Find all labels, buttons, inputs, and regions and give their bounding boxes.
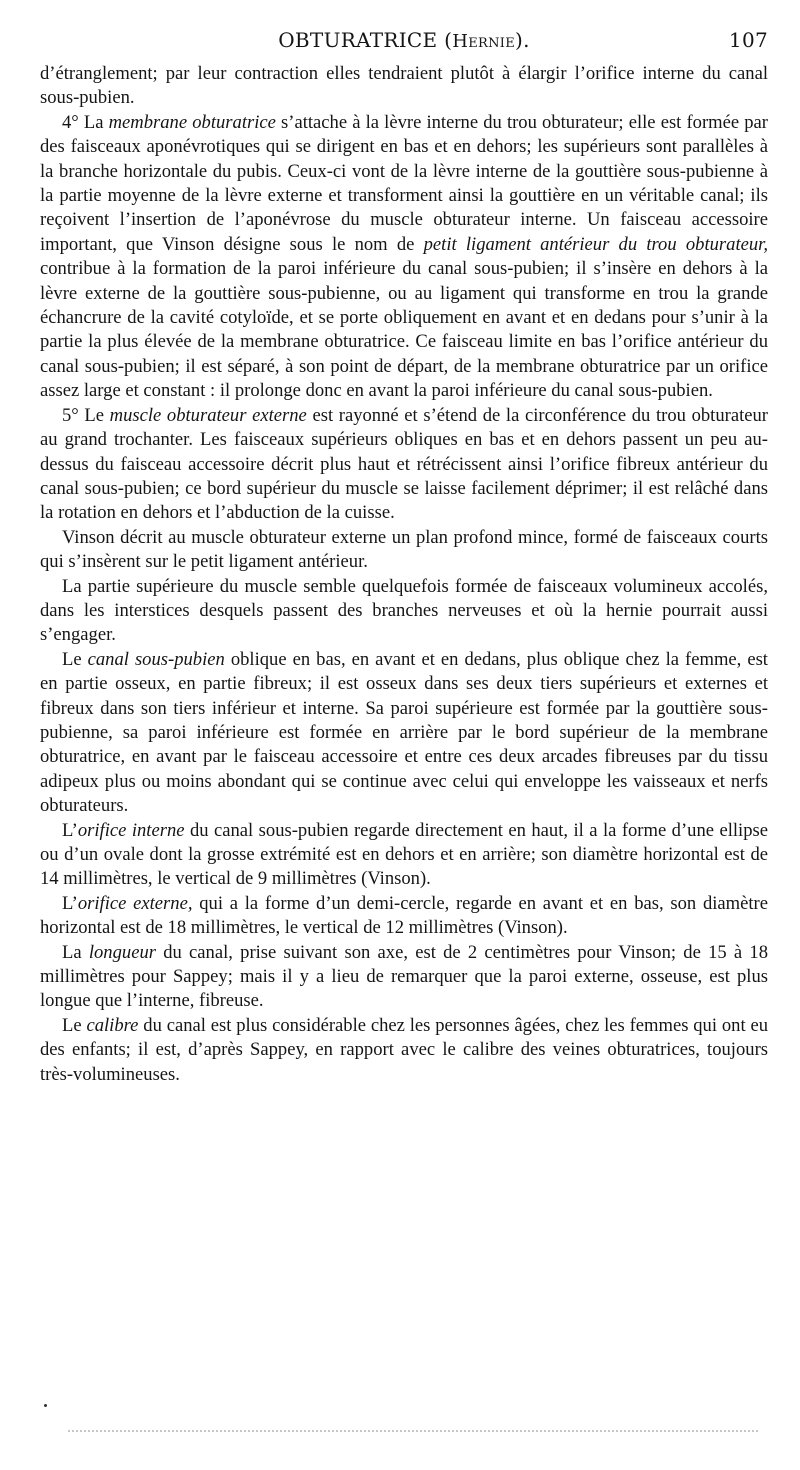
running-title-main: OBTURATRICE ( bbox=[278, 28, 453, 52]
text-run: L’ bbox=[62, 819, 78, 841]
text-run: L’ bbox=[62, 892, 78, 914]
text-run: contribue à la formation de la paroi inférieure du canal sous-pubien; il s’insère en dehors à la lèvre externe de la gouttière sous-pubienne, ou au ligament qui transforme en trou la grande échancrure de la cavité cotyloïde, et se porte obliquement en avant et en dedans pour s’unir à la partie la plus élevée de la membrane obturatrice. Ce faisceau limite en bas l’orifice antérieur du canal sous-pubien; il est séparé, à son point de départ, de la membrane obturatrice par un orifice assez large et constant : il prolonge donc en avant la paroi inférieure du canal sous-pubien. bbox=[40, 258, 768, 402]
paragraph bbox=[40, 62, 768, 111]
text-run: 5° Le bbox=[62, 404, 110, 426]
text-run: qui a la forme d’un demi-cercle, regarde en avant et en bas, son diamètre horizontal est de 18 millimètres, le vertical de 12 millimètres (Vinson). bbox=[40, 892, 768, 939]
running-title bbox=[40, 28, 728, 52]
italic-term: orifice externe, bbox=[77, 892, 193, 914]
paragraph bbox=[40, 1014, 768, 1087]
text-run: La bbox=[62, 941, 89, 963]
italic-term: calibre bbox=[86, 1014, 139, 1036]
paragraph bbox=[40, 575, 768, 648]
paragraph bbox=[40, 526, 768, 575]
text-run: La partie supérieure du muscle semble quelquefois formée de faisceaux volumineux accolés, dans les interstices desquels passent des branches nerveuses et où la hernie pourrait aussi s’engager. bbox=[40, 575, 768, 646]
bleed-through-dots bbox=[68, 1430, 758, 1436]
text-run: Vinson décrit au muscle obturateur externe un plan profond mince, formé de faisceaux courts qui s’insèrent sur le petit ligament antérieur. bbox=[40, 526, 768, 573]
running-title-end: ). bbox=[514, 28, 530, 52]
text-run: du canal, prise suivant son axe, est de 2 centimètres pour Vinson; de 15 à 18 millimètres pour Sappey; mais il y a lieu de remarquer que la paroi externe, osseuse, est plus longue que l’interne, fibreuse. bbox=[40, 941, 768, 1012]
italic-term: canal sous-pubien bbox=[87, 648, 225, 670]
text-run: s’attache à la lèvre interne du trou obturateur; elle est formée par des faisceaux aponévrotiques qui se dirigent en bas et en dehors; les supérieurs sont parallèles à la branche horizontale du pubis. Ceux-ci vont de la lèvre interne de la gouttière sous-pubienne à la partie moyenne de la lèvre externe et transforment ainsi la gouttière en un véritable canal; ils reçoivent l’insertion de l’aponévrose du muscle obturateur interne. Un faisceau accessoire important, que Vinson désigne sous le nom de bbox=[40, 111, 769, 255]
running-title-smallcaps: Hernie bbox=[452, 31, 515, 52]
page-number: 107 bbox=[728, 28, 768, 52]
italic-term: orifice interne bbox=[77, 819, 185, 841]
running-header bbox=[40, 28, 768, 54]
page bbox=[40, 28, 768, 1087]
paragraph bbox=[40, 404, 768, 526]
paragraph bbox=[40, 819, 768, 892]
italic-term: membrane obturatrice bbox=[108, 111, 276, 133]
text-run: oblique en bas, en avant et en dedans, plus oblique chez la femme, est en partie osseux, en partie fibreux; il est osseux dans ses deux tiers supérieurs et externes et fibreux dans son tiers inférieur et interne. Sa paroi supérieure est formée par la gouttière sous-pubienne, sa paroi inférieure est formée en arrière par le bord supérieur de la membrane obturatrice, en avant par le faisceau accessoire et entre ces deux arcades fibreuses par du tissu adipeux plus ou moins abondant qui se continue avec celui qui enveloppe les vaisseaux et nerfs obturateurs. bbox=[40, 648, 768, 817]
body-text bbox=[40, 62, 768, 1087]
text-run: d’étranglement; par leur contraction elles tendraient plutôt à élargir l’orifice interne du canal sous-pubien. bbox=[40, 63, 768, 109]
print-speck bbox=[44, 1404, 47, 1407]
italic-term: muscle obturateur externe bbox=[109, 404, 307, 426]
text-run: du canal sous-pubien regarde directement en haut, il a la forme d’une ellipse ou d’un ovale dont la grosse extrémité est en dehors et en arrière; son diamètre horizontal est de 14 millimètres, le vertical de 9 millimètres (Vinson). bbox=[40, 819, 768, 890]
paragraph bbox=[40, 111, 768, 404]
paragraph bbox=[40, 648, 768, 819]
italic-term: petit ligament antérieur du trou obturateur, bbox=[423, 233, 768, 255]
text-run: du canal est plus considérable chez les personnes âgées, chez les femmes qui ont eu des enfants; il est, d’après Sappey, en rapport avec le calibre des veines obturatrices, toujours très-volumineuses. bbox=[40, 1014, 769, 1085]
text-run: Le bbox=[62, 648, 88, 670]
italic-term: longueur bbox=[88, 941, 156, 963]
paragraph bbox=[40, 892, 768, 941]
text-run: 4° La bbox=[62, 111, 109, 133]
paragraph bbox=[40, 941, 768, 1014]
text-run: Le bbox=[62, 1014, 87, 1036]
text-run: est rayonné et s’étend de la circonférence du trou obturateur au grand trochanter. Les faisceaux supérieurs obliques en bas et en dehors passent un peu au-dessus du faisceau accessoire décrit plus haut et rétrécissent ainsi l’orifice fibreux antérieur du canal sous-pubien; ce bord supérieur du muscle se laisse facilement déprimer; il est relâché dans la rotation en dehors et l’abduction de la cuisse. bbox=[40, 404, 769, 524]
